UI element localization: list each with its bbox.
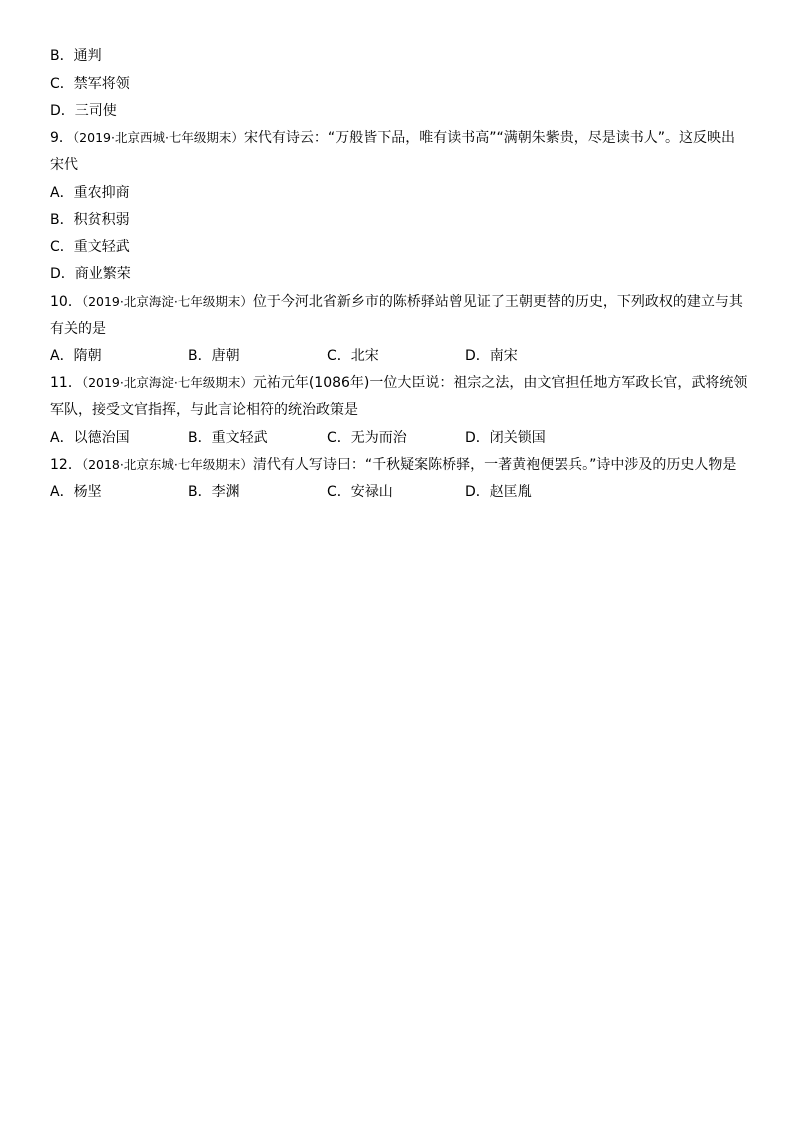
option-b: B．重文轻武 (188, 430, 268, 446)
question-9-stem-cont: 宋代 (50, 157, 78, 173)
option-b: B．唐朝 (188, 348, 240, 364)
option-a: A．杨坚 (50, 484, 102, 500)
option-c: C．无为而治 (327, 430, 407, 446)
question-text: 宋代有诗云：“万般皆下品，唯有读书高”“满朝朱紫贵，尽是读书人”。这反映出 (243, 130, 735, 146)
question-10-stem (50, 292, 760, 312)
question-source: （2018·北京东城·七年级期末） (81, 457, 253, 472)
option-d: D．闭关锁国 (465, 430, 546, 446)
question-number: 10． (50, 294, 82, 310)
question-source: （2019·北京海淀·七年级期末） (81, 294, 253, 309)
question-10-options (50, 346, 760, 366)
question-11-stem (50, 373, 760, 393)
question-11-options (50, 428, 760, 448)
option-a: A．以德治国 (50, 430, 130, 446)
question-9-option-d: D．商业繁荣 (50, 266, 131, 282)
question-source: （2019·北京海淀·七年级期末） (81, 375, 253, 390)
question-12-options (50, 482, 760, 502)
question-number: 12． (50, 457, 82, 473)
question-number: 11． (50, 375, 82, 391)
question-text: 清代有人写诗曰：“千秋疑案陈桥驿，一著黄袍便罢兵。”诗中涉及的历史人物是 (252, 457, 737, 473)
option-d: D．南宋 (465, 348, 518, 364)
option-d: D．赵匡胤 (465, 484, 532, 500)
question-11-stem-cont: 军队，接受文官指挥，与此言论相符的统治政策是 (50, 402, 358, 418)
question-text: 位于今河北省新乡市的陈桥驿站曾见证了王朝更替的历史，下列政权的建立与其 (252, 294, 743, 310)
prev-option-c: C．禁军将领 (50, 76, 130, 92)
prev-option-d: D．三司使 (50, 103, 117, 119)
question-12-stem (50, 455, 760, 475)
question-9-option-c: C．重文轻武 (50, 239, 130, 255)
question-9-option-b: B．积贫积弱 (50, 212, 130, 228)
option-a: A．隋朝 (50, 348, 102, 364)
option-c: C．北宋 (327, 348, 379, 364)
prev-option-b: B．通判 (50, 48, 102, 64)
option-c: C．安禄山 (327, 484, 393, 500)
question-source: （2019·北京西城·七年级期末） (72, 130, 244, 145)
question-9-stem (50, 128, 760, 148)
question-9-option-a: A．重农抑商 (50, 185, 130, 201)
question-number: 9． (50, 130, 73, 146)
question-text: 元祐元年(1086年)一位大臣说：祖宗之法，由文官担任地方军政长官，武将统领 (252, 375, 748, 391)
option-b: B．李渊 (188, 484, 240, 500)
question-10-stem-cont: 有关的是 (50, 321, 106, 337)
